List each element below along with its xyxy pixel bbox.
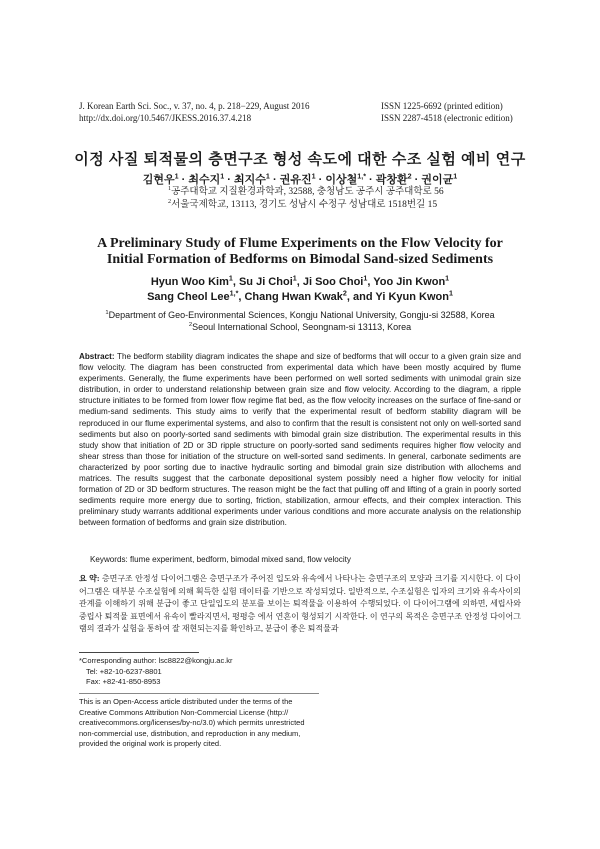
affiliation-english-1 bbox=[60, 309, 540, 321]
license-line: Creative Commons Attribution Non-Commercial License (http:// bbox=[79, 707, 289, 717]
authors-english bbox=[60, 275, 540, 305]
issn-block bbox=[381, 100, 513, 124]
license-line: non-commercial use, distribution, and reproduction in any medium, bbox=[79, 728, 301, 738]
author-sup: 1 bbox=[174, 172, 179, 181]
author-sup: 2 bbox=[342, 289, 347, 298]
author-name: 권이균 bbox=[421, 174, 454, 186]
authors-english-line-1: Hyun Woo Kim$^1$, Su Ji Choi$^1$, Ji Soo Choi$^1$, Yoo Jin Kwon$^1$ bbox=[150, 274, 450, 288]
summary-text: 층면구조 안정성 다이어그램은 층면구조가 주어진 입도와 유속에서 나타나는 층면구조의 모양과 크기를 지시한다. 이 다이어그램은 대부분 수조실험에 의해 획득한 실험 데이터를 기반으로 작성되었다. 일반적으로, 수조실험은 입자의 크기와 유속사이의 관계를 이해하기 위해 분급이 좋고 단일입도의 분포를 보이는 퇴적물을 이용하여 수행되었다. 이 다이어그램에 의하면, 세립사와 중립사 퇴적물 표면에서 유속이 빨라지면서, 평평층 에서 연흔이 형성되기 시작한다. 이 연구의 목적은 층면구조 안정성 다이어그램의 결과가 실험을 통하여 잘 재현되는지를 확인하고, 분급이 좋은 퇴적물과 bbox=[79, 574, 522, 634]
affiliation-sup: 2 bbox=[168, 198, 172, 205]
author-name: 이상철 bbox=[325, 174, 358, 186]
tel: Tel: +82-10-6237-8801 bbox=[86, 666, 162, 676]
author-sup: 1 bbox=[445, 274, 450, 283]
author-sup: 1 bbox=[265, 172, 270, 181]
title-korean: 이정 사질 퇴적물의 층면구조 형성 속도에 대한 수조 실험 예비 연구 bbox=[74, 151, 526, 168]
affiliation-korean-2 bbox=[168, 199, 548, 212]
keywords: Keywords: flume experiment, bedform, bimodal mixed sand, flow velocity bbox=[90, 555, 351, 564]
license-divider bbox=[79, 693, 319, 694]
author-sup: 1 bbox=[453, 172, 458, 181]
author-sup: 1 bbox=[292, 274, 297, 283]
affiliation-text: Seoul International School, Seongnam-si 13113, Korea bbox=[192, 322, 412, 332]
author-sup: 1 bbox=[311, 172, 316, 181]
title-english-line-2: Initial Formation of Bedforms on Bimodal Sand-sized Sediments bbox=[106, 252, 494, 267]
license-line: This is an Open-Access article distributed under the terms of the bbox=[79, 697, 293, 706]
issn-print: ISSN 1225-6692 (printed edition) bbox=[381, 101, 503, 111]
authors-english-line-2: Sang Cheol Lee$^{1,*}$, Chang Hwan Kwak$^2$, and Yi Kyun Kwon$^1$ bbox=[147, 289, 453, 303]
authors-korean: 김현우$^1$ · 최수지$^1$ · 최지수$^1$ · 권유진$^1$ · 이상철$^{1,*}$ · 곽창환$^2$ · 권이균$^1$ bbox=[142, 172, 458, 186]
doi-link[interactable]: http://dx.doi.org/10.5467/JKESS.2016.37.4.218 bbox=[79, 113, 252, 123]
author-name: Sang Cheol Lee bbox=[147, 291, 230, 303]
footnote-divider bbox=[79, 652, 199, 653]
correspondence bbox=[79, 656, 319, 688]
license-line: provided the original work is properly cited. bbox=[79, 739, 222, 748]
affiliation-text: 공주대학교 지질환경과학과, 32588, 충청남도 공주시 공주대학로 56 bbox=[171, 187, 444, 197]
author-sup: 1,* bbox=[357, 172, 366, 181]
author-name: and Yi Kyun Kwon bbox=[352, 291, 449, 303]
license-line: creativecommons.org/licenses/by-nc/3.0) which permits unrestricted bbox=[79, 718, 305, 727]
title-english bbox=[60, 236, 540, 268]
author-sup: 1 bbox=[228, 274, 233, 283]
affiliation-korean-1 bbox=[168, 186, 548, 199]
author-sup: 1 bbox=[448, 289, 453, 298]
affiliation-sup: 2 bbox=[188, 322, 193, 328]
affiliation-sup: 1 bbox=[105, 310, 109, 316]
author-name: Yoo Jin Kwon bbox=[373, 276, 446, 288]
fax: Fax: +82-41-850-8953 bbox=[86, 677, 161, 686]
author-sup: 2 bbox=[407, 172, 412, 181]
author-sup: 1 bbox=[220, 172, 225, 181]
license bbox=[79, 697, 319, 750]
author-name: Ji Soo Choi bbox=[302, 276, 364, 288]
abstract-label: Abstract: bbox=[79, 352, 115, 361]
affiliations-english bbox=[60, 309, 540, 333]
author-name: 곽창환 bbox=[375, 174, 408, 186]
author-name: 최지수 bbox=[234, 174, 266, 186]
journal-citation: J. Korean Earth Sci. Soc., v. 37, no. 4, p. 218−229, August 2016 bbox=[79, 101, 310, 111]
journal-citation-block bbox=[79, 100, 309, 124]
affiliation-text: 서울국제학교, 13113, 경기도 성남시 수정구 성남대로 1518번길 15 bbox=[171, 200, 438, 210]
affiliation-english-2 bbox=[60, 321, 540, 333]
affiliation-sup: 1 bbox=[168, 185, 172, 192]
summary-korean bbox=[79, 573, 521, 636]
corresponding-author: *Corresponding author: lsc8822@kongju.ac.kr bbox=[79, 656, 233, 665]
author-name: 김현우 bbox=[142, 174, 175, 186]
author-sup: 1,* bbox=[229, 289, 239, 298]
author-name: Chang Hwan Kwak bbox=[244, 291, 343, 303]
author-sup: 1 bbox=[363, 274, 368, 283]
author-name: Su Ji Choi bbox=[238, 276, 293, 288]
title-english-line-1: A Preliminary Study of Flume Experiments on the Flow Velocity for bbox=[97, 236, 503, 251]
summary-label: 요 약: bbox=[79, 574, 100, 583]
abstract bbox=[79, 351, 521, 529]
author-name: Hyun Woo Kim bbox=[150, 276, 229, 288]
abstract-text: The bedform stability diagram indicates the shape and size of bedforms that will occur to a given grain size and flow velocity. The diagram has been constructed from experimental data which have been mostly acquired by flume experiments. Generally, the flume experiments have been performed on well sorted sediments with unimodal grain size distribution, in order to understand relationship between grain size and flow velocity. According to the diagram, a ripple structure initiates to be formed from lower flow regime flat bed, as the flow velocity increases on the surface of fine-sand or medium-sand sediments. This study aims to verify that the experimental result of bedform stability diagram will be reproduced in our flume experimental systems, and also to confirm that the result is consistent not only on well-sorted sand sediments but also on poorly-sorted sand sediments with bimodal grain size distribution. The experimental results in this study show that initiation of 2D or 3D ripple structure on poorly-sorted sand sediments requires higher flow velocity and shear stress than those for initiation of the structure on well-sorted sand sediments. In general, carbonate sediments are characterized by poor sorting due to inactive hydraulic sorting and bimodal grain size distribution with allochems and matrices. The results suggest that the carbonate depositional system possibly need a higher flow velocity for initial formation of 2D or 3D bedform structures. The reason might be the fact that pulling off and lifting of a grain in poorly sorted sediments require more energy due to sorting, friction, stabilization, armour effects, and their complex interaction. This preliminary study warrants additional experiments under various conditions and more accurate analysis on the relationship between formation of bedforms and grain size distribution. bbox=[79, 352, 521, 528]
affiliation-text: Department of Geo-Environmental Sciences, Kongju National University, Gongju-si 32588, Korea bbox=[108, 310, 495, 320]
author-name: 최수지 bbox=[188, 174, 221, 186]
author-name: 권유진 bbox=[279, 174, 312, 186]
issn-electronic: ISSN 2287-4518 (electronic edition) bbox=[381, 113, 513, 123]
